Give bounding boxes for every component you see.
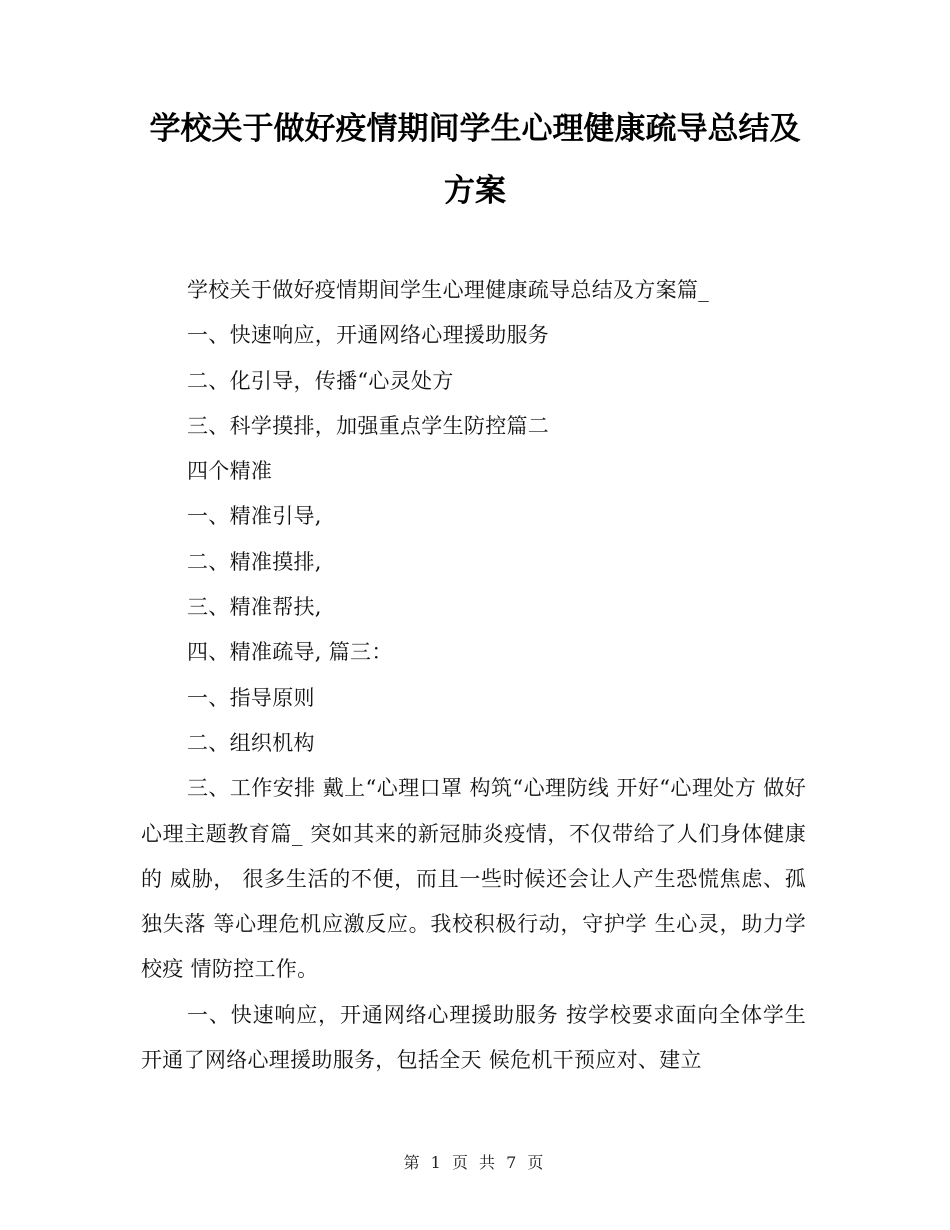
paragraph: 一、快速响应，开通网络心理援助服务 xyxy=(187,323,550,348)
paragraph: 一、快速响应，开通网络心理援助服务 按学校要求面向全体学生开通了网络心理援助服务，包括全天 候危机干预应对、建立 xyxy=(141,1002,806,1073)
paragraph: 三、科学摸排，加强重点学生防控篇二 xyxy=(187,413,550,438)
paragraph: 二、化引导，传播“心灵处方 xyxy=(187,368,454,393)
paragraph: 二、精准摸排, xyxy=(187,549,322,574)
paragraph: 四、精准疏导, 篇三： xyxy=(187,640,393,665)
document-body xyxy=(141,268,806,1083)
page-number-footer: 第 1 页 共 7 页 xyxy=(403,1153,547,1172)
paragraph: 一、精准引导, xyxy=(187,504,322,529)
paragraph: 四个精准 xyxy=(187,459,273,484)
paragraph: 三、工作安排 戴上“心理口罩 构筑“心理防线 开好“心理处方 做好心理主题教育篇_ 突如其来的新冠肺炎疫情，不仅带给了人们身体健康的 威胁， 很多生活的不便，而且一些时候还会让人产生恐慌焦虑、孤独失落 等心理危机应激反应。我校积极行动，守护学 生心灵，助力学校疫 情防控工作。 xyxy=(141,776,806,982)
paragraph: 学校关于做好疫情期间学生心理健康疏导总结及方案篇_ xyxy=(187,278,709,302)
document-title: 学校关于做好疫情期间学生心理健康疏导总结及方案 xyxy=(149,111,801,209)
paragraph: 一、指导原则 xyxy=(187,685,315,710)
paragraph: 三、精准帮扶, xyxy=(187,595,322,620)
paragraph: 二、组织机构 xyxy=(187,730,315,755)
